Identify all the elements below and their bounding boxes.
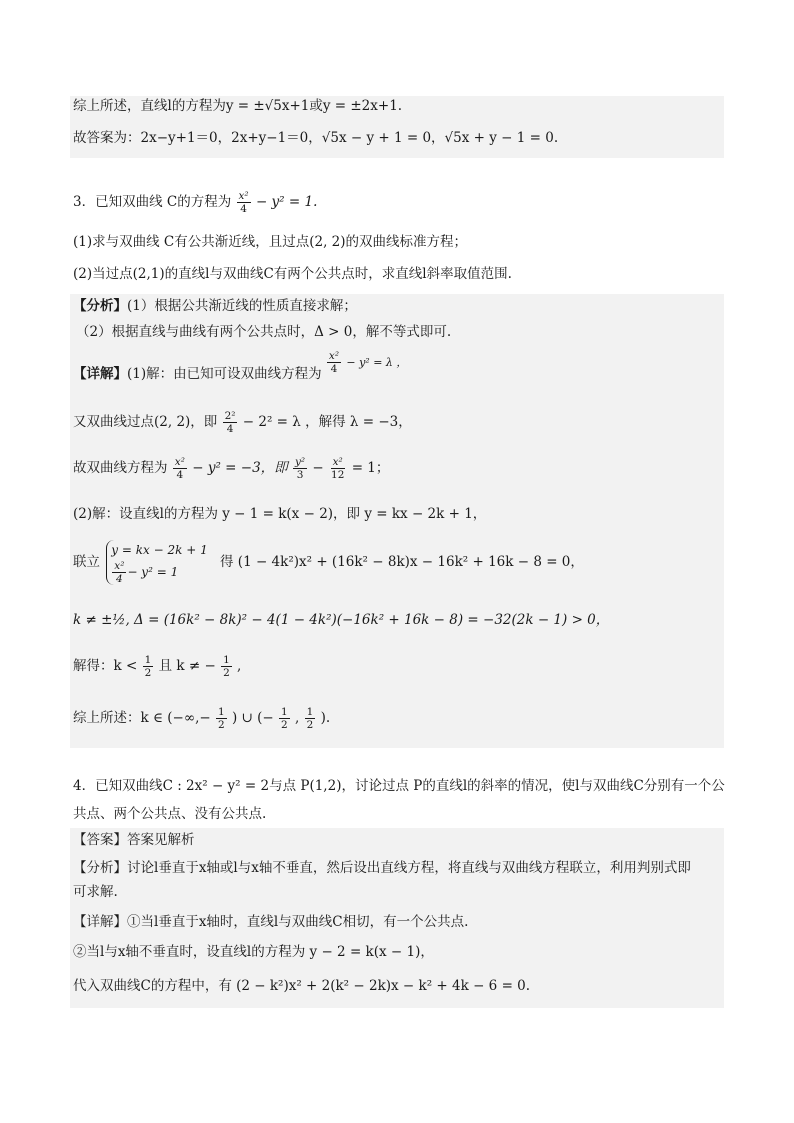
q3-detail2: 又双曲线过点(2, 2)，即 $\frac{\text{2²}}{4}$ − 2² = λ ，解得 λ = −3， [73, 410, 412, 435]
fraction-one-half: $\frac{1}{2}$ [218, 706, 225, 731]
q3-analysis2: （2）根据直线与曲线有两个公共点时，Δ > 0，解不等式即可. [76, 324, 452, 340]
q4-detail2: ②当l与x轴不垂直时，设直线l的方程为 y − 2 = k(x − 1)， [73, 944, 434, 960]
fraction-2sq-over-4: $\frac{\text{2²}}{4}$ [224, 410, 236, 435]
equation-system: y = kx − 2k + 1 $\frac{\text{x²}}{4}$ − y² = 1 [106, 540, 207, 585]
fraction-one-half: $\frac{1}{2}$ [281, 706, 288, 731]
fraction-one-half: $\frac{1}{2}$ [223, 654, 230, 679]
q3-stem: 3．已知双曲线 C的方程为 $\frac{\text{x²}}{4}$ − y² = 1. [73, 190, 318, 215]
q4-analysis-line2: 可求解. [73, 884, 118, 900]
q3-analysis1: 【分析】(1）根据公共渐近线的性质直接求解； [73, 298, 357, 314]
q3-detail5: 联立 y = kx − 2k + 1 $\frac{\text{x²}}{4}$ − y² = 1 得 (1 − 4k²)x² + (16k² − 8k)x − 16k² + 16k − 8 = 0， [73, 540, 584, 585]
fraction-x2-over-4: $\frac{\text{x²}}{4}$ [114, 560, 125, 585]
q4-answer: 【答案】答案见解析 [73, 832, 195, 848]
q3-detail6: k ≠ ±½, Δ = (16k² − 8k)² − 4(1 − 4k²)(−16k² + 16k − 8) = −32(2k − 1) > 0， [73, 612, 610, 628]
q3-detail4: (2)解：设直线l的方程为 y − 1 = k(x − 2)，即 y = kx − 2k + 1， [73, 506, 487, 522]
fraction-one-half: $\frac{1}{2}$ [306, 706, 314, 731]
q4-analysis-line1: 【分析】讨论l垂直于x轴或l与x轴不垂直，然后设出直线方程，将直线与双曲线方程联立，利用判别式即 [73, 860, 691, 876]
fraction-x2-over-12: $\frac{\text{x²}}{12}$ [331, 456, 345, 481]
fraction-y2-over-3: $\frac{\text{y²}}{3}$ [294, 456, 306, 481]
answer-line: 故答案为：2x−y+1＝0，2x+y−1＝0，√5x − y + 1 = 0，√5x + y − 1 = 0. [73, 130, 559, 146]
q3-part1: (1)求与双曲线 C有公共渐近线，且过点(2, 2)的双曲线标准方程； [73, 234, 468, 250]
q4-detail1: 【详解】①当l垂直于x轴时，直线l与双曲线C相切，有一个公共点. [73, 914, 469, 930]
q3-detail7: 解得：k < $\frac{1}{2}$ 且 k ≠ − $\frac{1}{2}$ , [73, 654, 242, 679]
fraction-x2-over-4: $\frac{\text{x²}}{4}$ [174, 456, 185, 481]
q4-stem-line2: 共点、两个公共点、没有公共点. [73, 806, 267, 822]
q4-stem-line1: 4．已知双曲线C : 2x² − y² = 2与点 P(1,2)，讨论过点 P的直线l的斜率的情况，使l与双曲线C分别有一个公 [73, 778, 725, 794]
fraction-x2-over-4: $\frac{\text{x²}}{4}$ [238, 190, 249, 215]
q3-detail1: 【详解】(1)解：由已知可设双曲线方程为 $\frac{\text{x²}}{4}$ $^{- y^2 = \lambda ,}$ [73, 350, 408, 382]
fraction-x2-over-4: $\frac{\text{x²}}{4}$ [328, 350, 340, 375]
q4-detail3: 代入双曲线C的方程中，有 (2 − k²)x² + 2(k² − 2k)x − k² + 4k − 6 = 0. [73, 978, 531, 994]
q3-part2: (2)当过点(2,1)的直线l与双曲线C有两个公共点时，求直线l斜率取值范围. [73, 266, 512, 282]
conclusion-line: 综上所述，直线l的方程为y = ±√5x+1或y = ±2x+1. [73, 98, 403, 114]
fraction-one-half: $\frac{1}{2}$ [144, 654, 152, 679]
q3-detail3: 故双曲线方程为 $\frac{\text{x²}}{4}$ − y² = −3，即 $\frac{\text{y²}}{3}$ − $\frac{\text{x²}}{12}$ = 1； [73, 456, 390, 481]
q3-detail8: 综上所述：k ∈ (−∞,− $\frac{1}{2}$ ) ∪ (− $\frac{1}{2}$ , $\frac{1}{2}$ ). [73, 706, 331, 731]
